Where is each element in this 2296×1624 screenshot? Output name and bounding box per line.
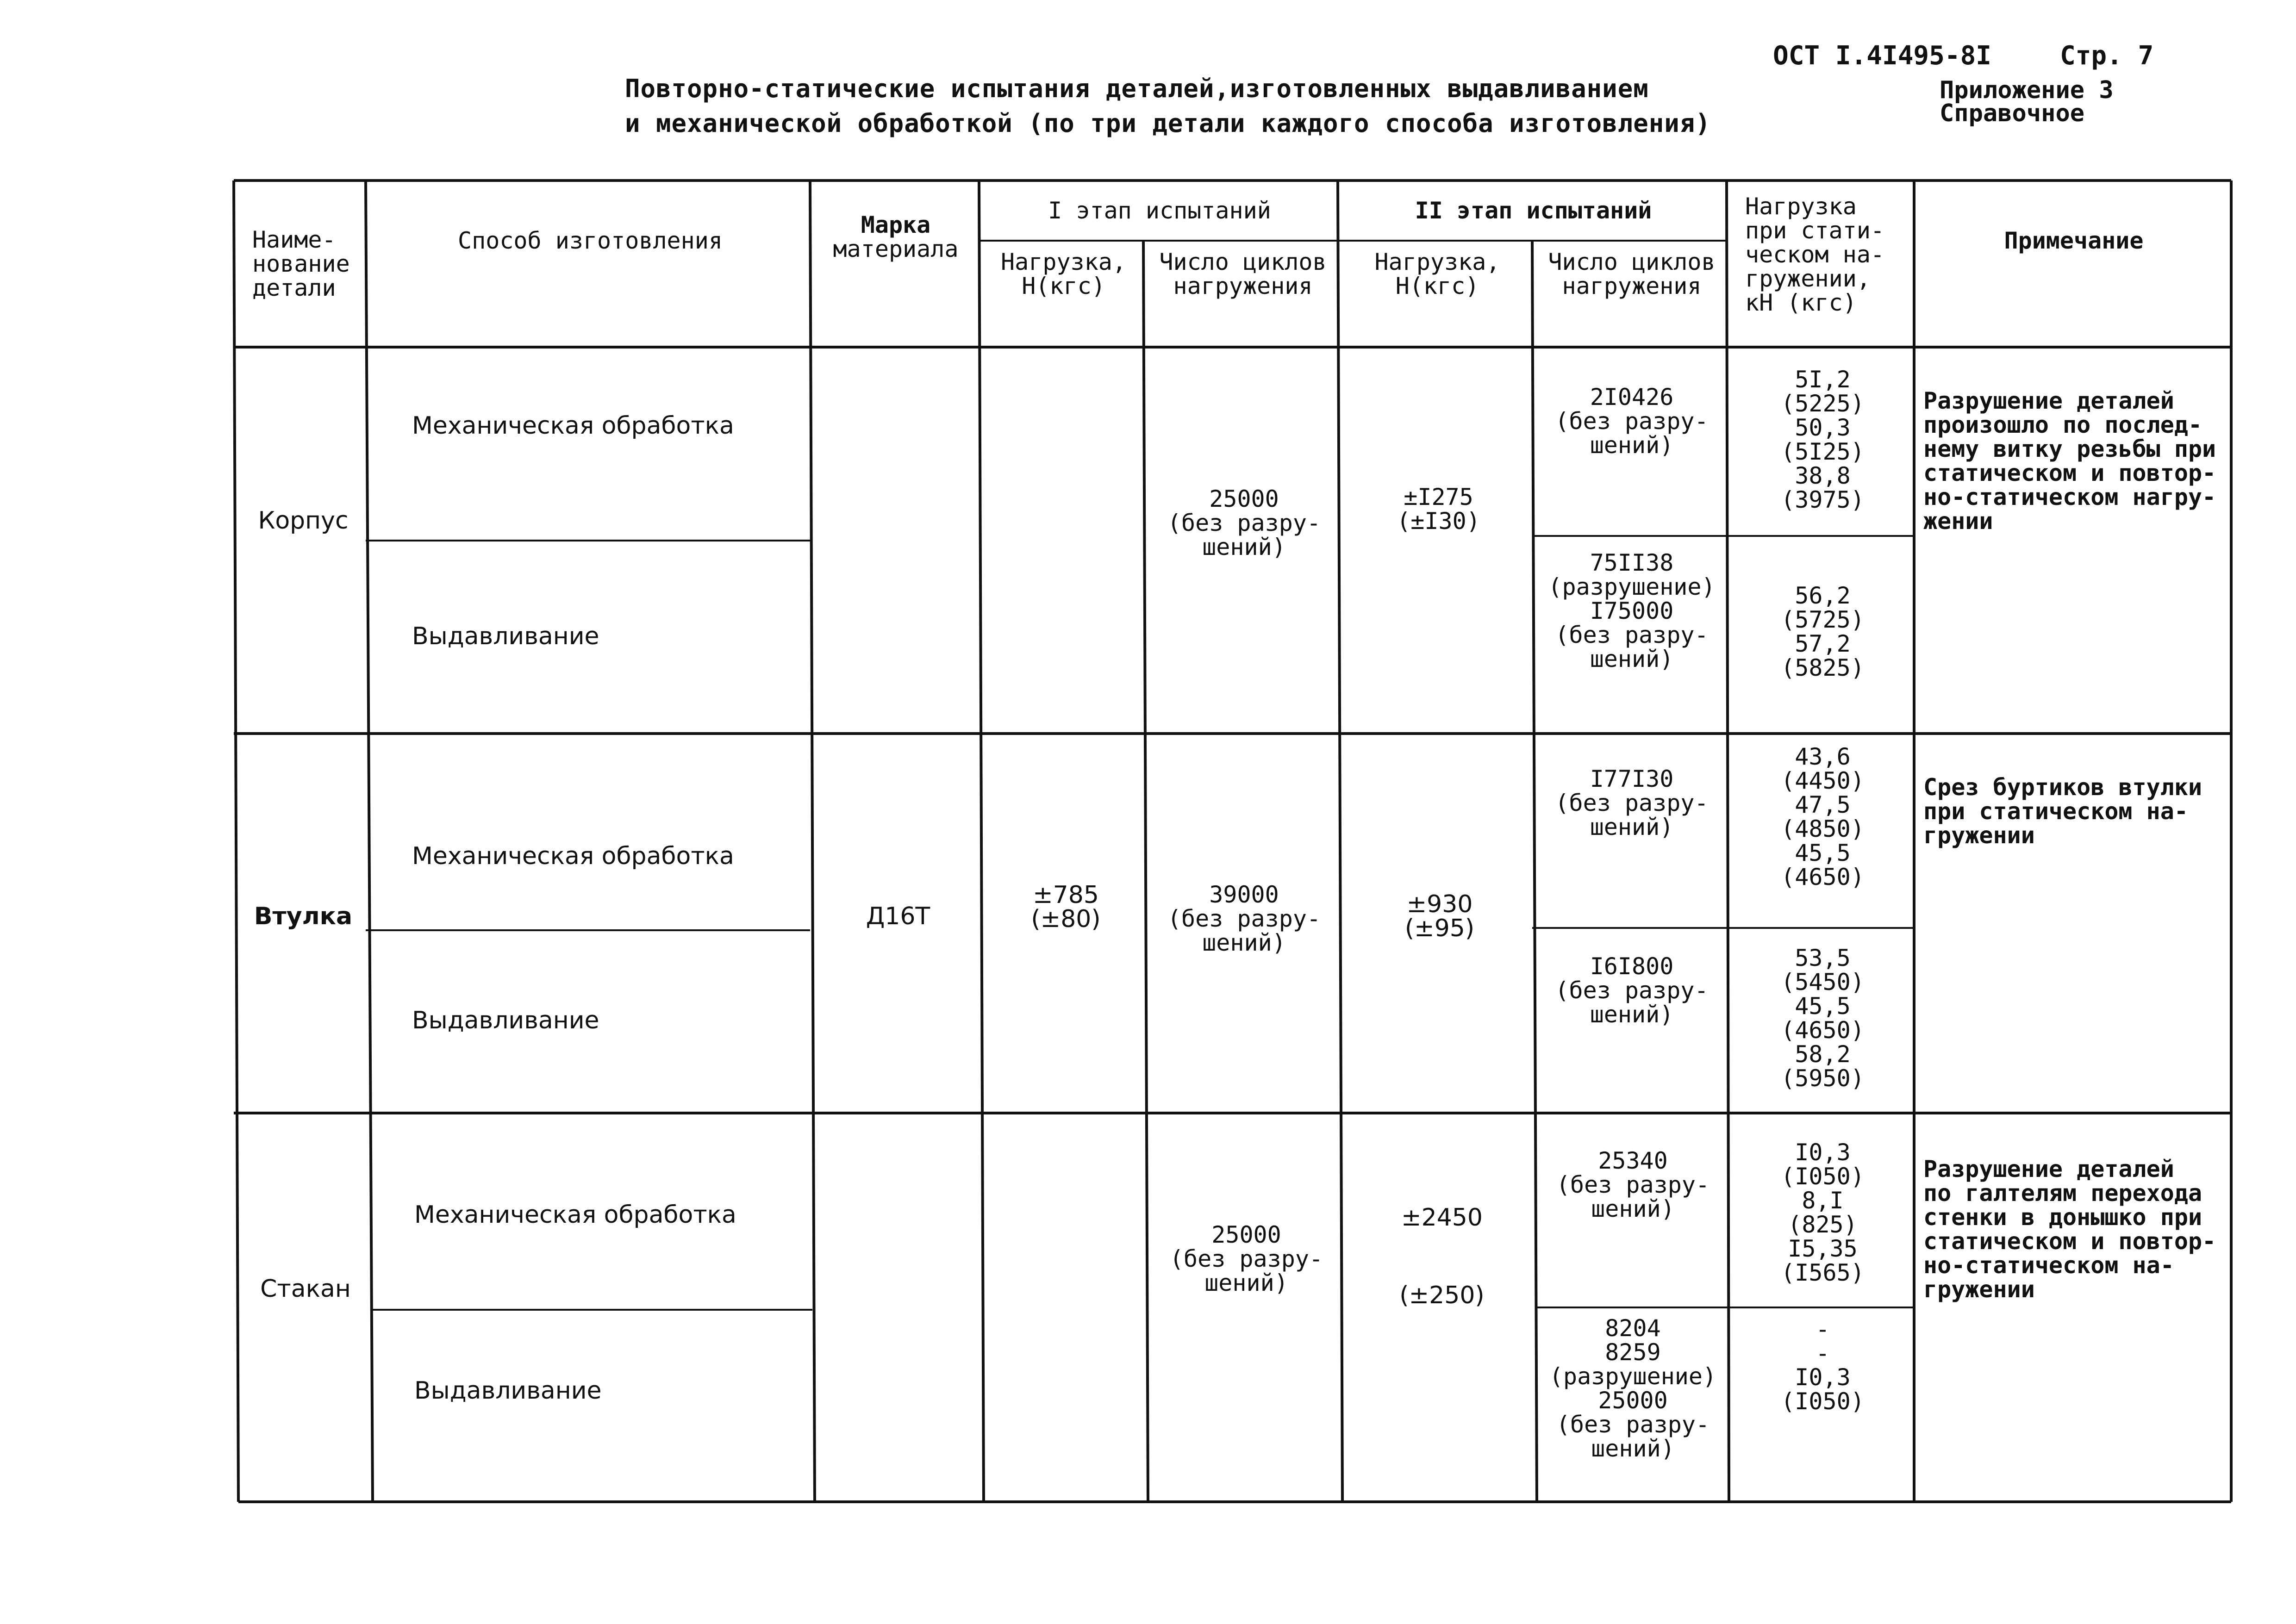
note-stakan: Разрушение деталей по галтелям перехода стенки в донышко при статическом и повтор- но-статическом на- гружении xyxy=(1923,1156,2216,1303)
header-note: Примечание xyxy=(2004,227,2144,254)
stage2-cycles-row-6: 8204 8259 (разрушение) 25000 (без разру- шений) xyxy=(1549,1315,1717,1462)
stage2-cycles-row-5: 25340 (без разру- шений) xyxy=(1556,1147,1710,1222)
part-name-korpus: Корпус xyxy=(258,507,349,535)
stage2-load-vtulka: ±930 (±95) xyxy=(1404,890,1475,942)
stage1-cycles-stakan: 25000 (без разру- шений) xyxy=(1169,1221,1323,1296)
method-row-4: Выдавливание xyxy=(412,1007,599,1034)
header-part-name: Наиме- нование детали xyxy=(252,226,350,301)
appendix-label: Приложение 3 xyxy=(1940,76,2114,104)
static-load-row-1: 5I,2 (5225) 50,3 (5I25) 38,8 (3975) xyxy=(1781,366,1865,513)
header-stage1-load: Нагрузка, Н(кгс) xyxy=(1001,249,1126,299)
static-load-row-6: - - I0,3 (I050) xyxy=(1781,1316,1865,1415)
appendix-type: Справочное xyxy=(1940,100,2085,127)
static-load-row-2: 56,2 (5725) 57,2 (5825) xyxy=(1781,582,1865,681)
static-load-row-5: I0,3 (I050) 8,I (825) I5,35 (I565) xyxy=(1781,1139,1865,1286)
method-row-5: Механическая обработка xyxy=(414,1201,736,1229)
stage2-cycles-row-1: 2I0426 (без разру- шений) xyxy=(1555,384,1709,459)
part-name-stakan: Стакан xyxy=(260,1275,351,1303)
stage2-cycles-row-4: I6I800 (без разру- шений) xyxy=(1555,953,1709,1028)
document-code: ОСТ I.4I495-8I xyxy=(1773,41,1992,71)
method-row-6: Выдавливание xyxy=(414,1377,602,1405)
header-stage2: II этап испытаний xyxy=(1415,197,1652,224)
stage2-load-stakan: ±2450 (±250) xyxy=(1399,1204,1485,1309)
note-vtulka: Срез буртиков втулки при статическом на- гружении xyxy=(1923,774,2202,849)
static-load-row-4: 53,5 (5450) 45,5 (4650) 58,2 (5950) xyxy=(1781,945,1865,1092)
stage1-cycles-korpus: 25000 (без разру- шений) xyxy=(1167,485,1321,560)
table-title-line2: и механической обработкой (по три детали каждого способа изготовления) xyxy=(625,109,1711,138)
method-row-2: Выдавливание xyxy=(412,622,599,650)
header-stage1: I этап испытаний xyxy=(1048,197,1271,224)
stage2-load-korpus: ±I275 (±I30) xyxy=(1397,484,1480,535)
part-name-vtulka: Втулка xyxy=(254,902,353,930)
note-korpus: Разрушение деталей произошло по послед- нему витку резьбы при статическом и повтор- но-статическом нагру- жении xyxy=(1923,387,2216,535)
stage2-cycles-row-3: I77I30 (без разру- шений) xyxy=(1555,765,1709,840)
material-grade: Д16Т xyxy=(866,902,930,930)
header-stage2-cycles: Число циклов нагружения xyxy=(1548,249,1716,299)
header-manufacturing-method: Способ изготовления xyxy=(458,227,723,254)
table-title-line1: Повторно-статические испытания деталей,изготовленных выдавливанием xyxy=(625,74,1649,103)
static-load-row-3: 43,6 (4450) 47,5 (4850) 45,5 (4650) xyxy=(1781,743,1865,890)
stage1-load-value: ±785 (±80) xyxy=(1031,881,1101,933)
page-number: Стр. 7 xyxy=(2060,41,2154,71)
stage1-cycles-vtulka: 39000 (без разру- шений) xyxy=(1167,881,1321,956)
header-static-load: Нагрузка при стати- ческом на- гружении, кН (кгс) xyxy=(1745,193,1885,316)
stage2-cycles-row-2: 75II38 (разрушение) I75000 (без разру- шений) xyxy=(1548,549,1716,672)
method-row-3: Механическая обработка xyxy=(412,842,734,870)
header-stage1-cycles: Число циклов нагружения xyxy=(1159,249,1327,299)
header-material-grade: Марка материала xyxy=(833,212,959,262)
method-row-1: Механическая обработка xyxy=(412,412,734,440)
header-stage2-load: Нагрузка, Н(кгс) xyxy=(1374,249,1500,299)
